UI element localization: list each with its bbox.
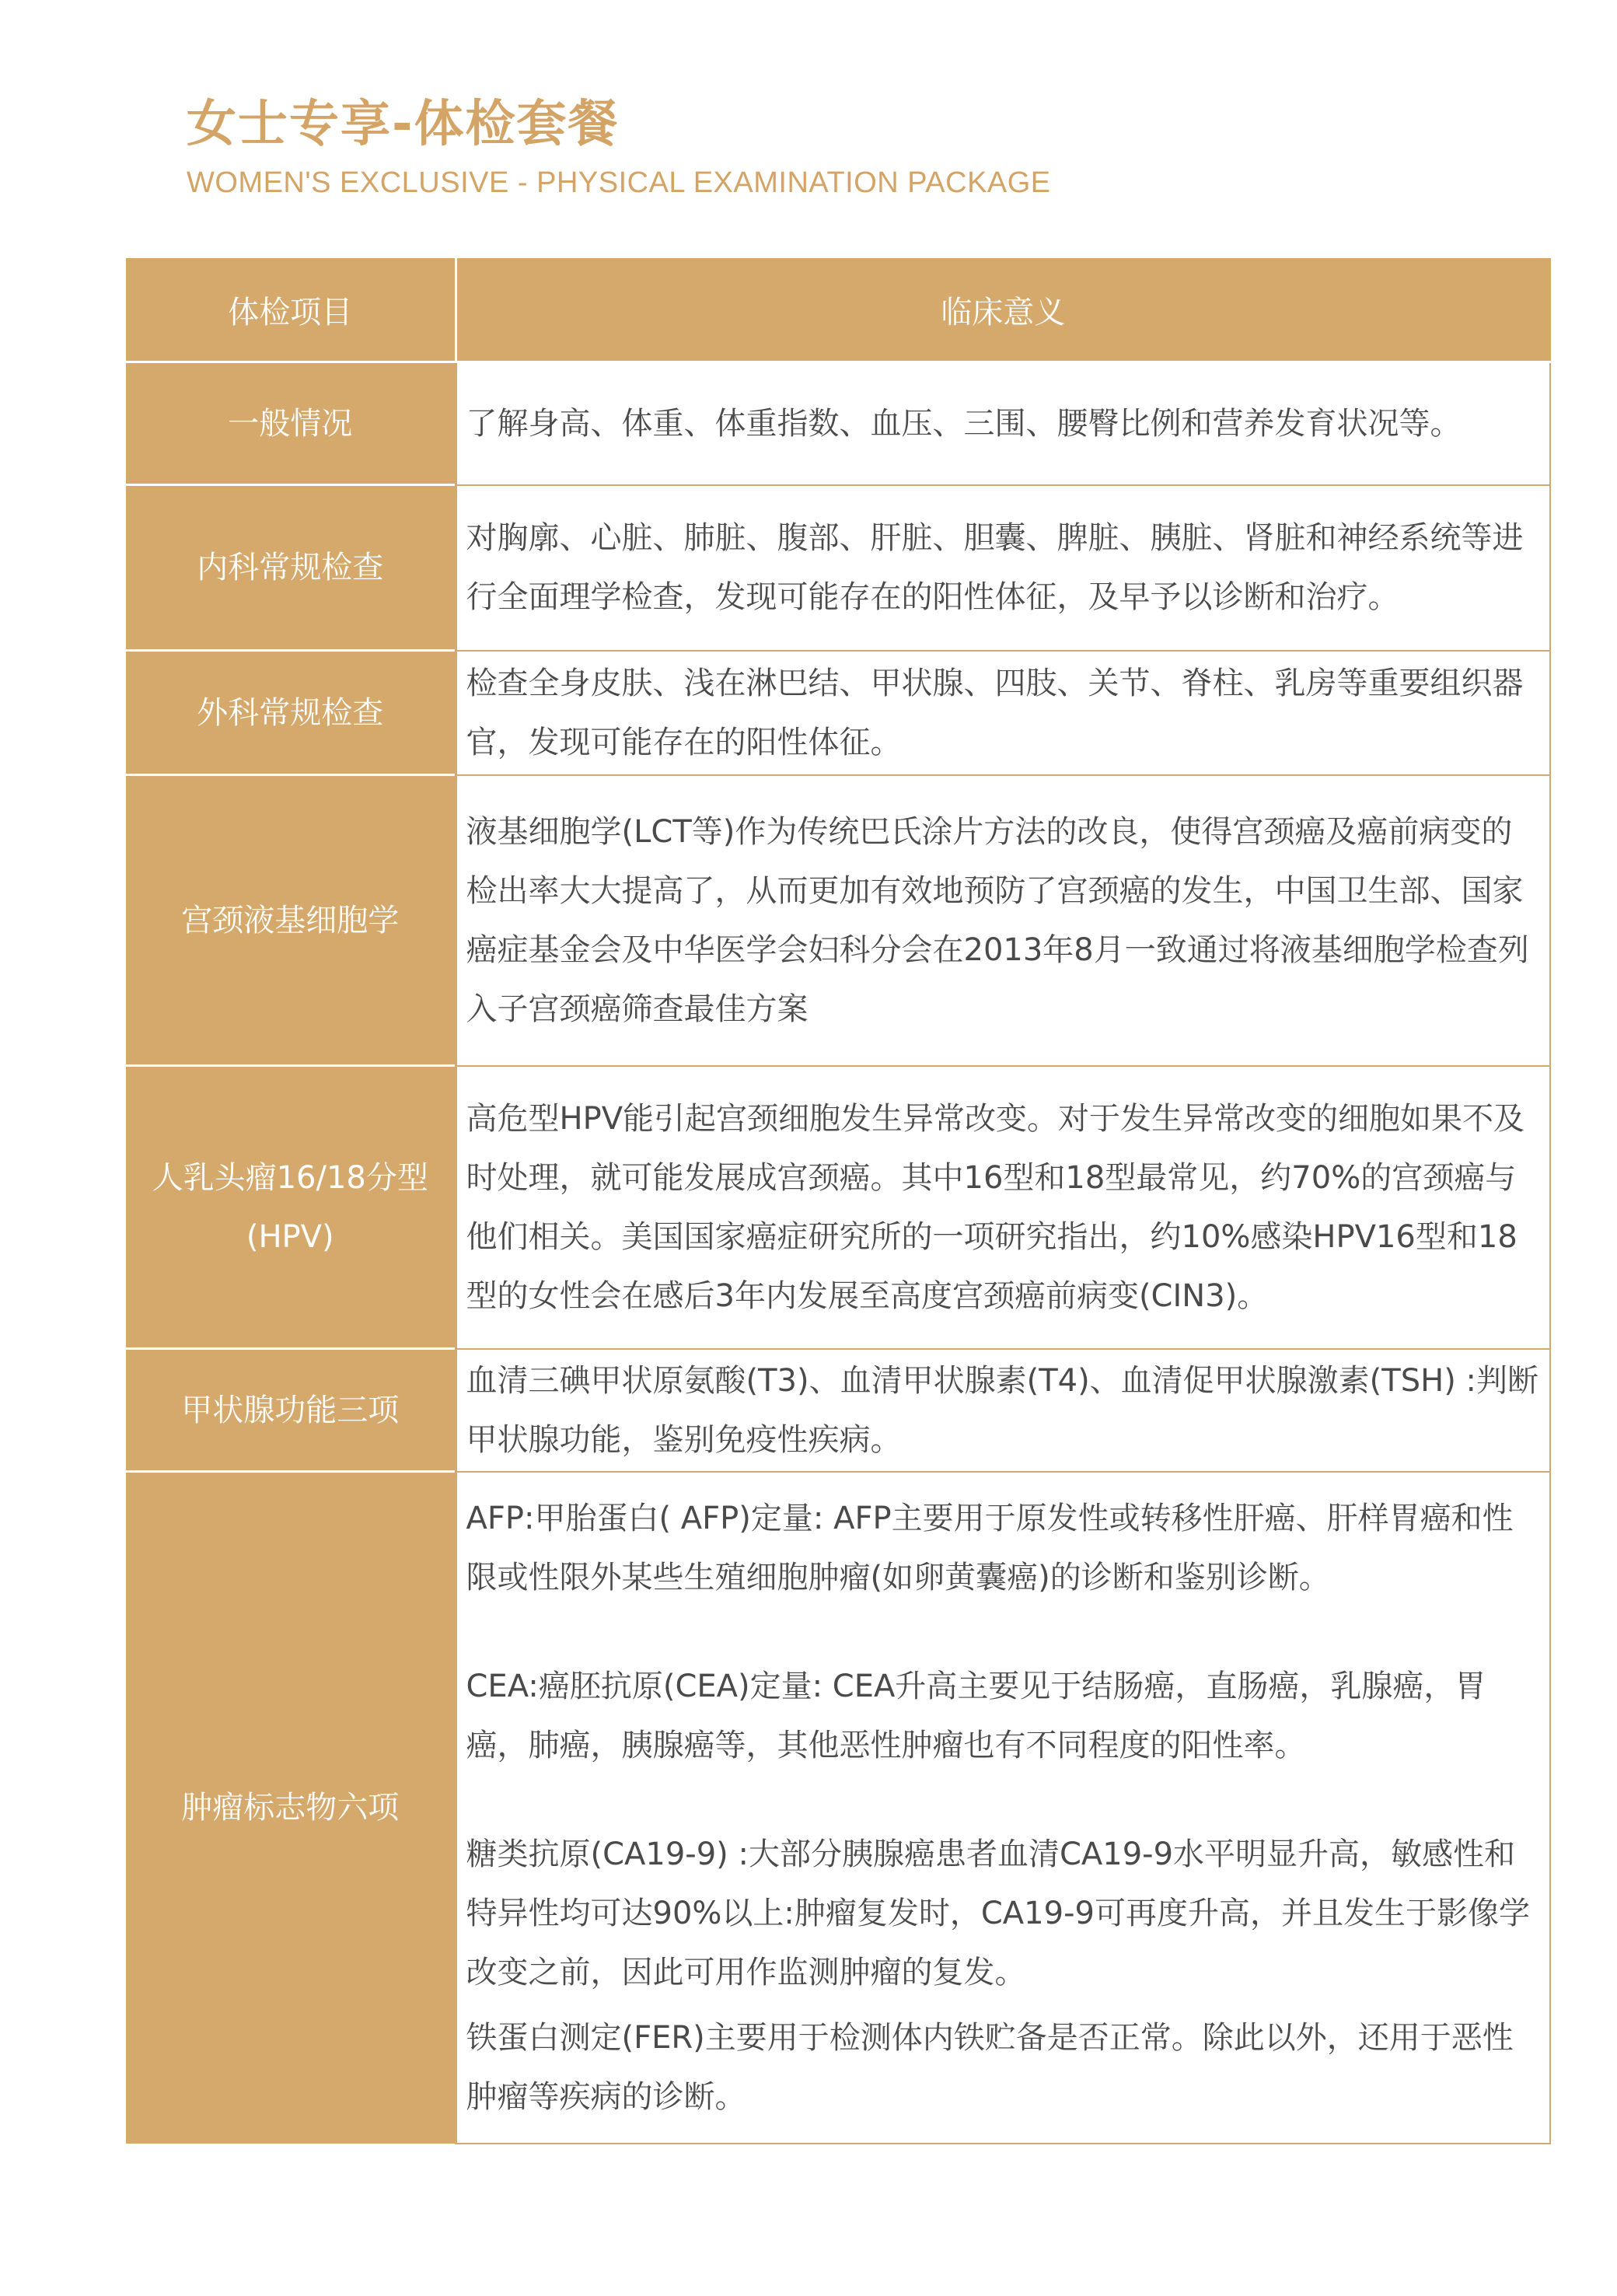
page-title: 女士专享-体检套餐 xyxy=(187,96,620,153)
exam-meaning-cell: 高危型HPV能引起宫颈细胞发生异常改变。对于发生异常改变的细胞如果不及时处理，就可能发展成宫颈癌。其中16型和18型最常见，约70%的宫颈癌与他们相关。美国国家癌症研究所的一项研究指出，约10%感染HPV16型和18型的女性会在感后3年内发展至高度宫颈癌前病变(CIN3)。 xyxy=(456,1066,1550,1349)
exam-item-cell: 人乳头瘤16/18分型 (HPV) xyxy=(126,1066,456,1349)
page-subtitle: WOMEN'S EXCLUSIVE - PHYSICAL EXAMINATION PACKAGE xyxy=(187,166,1051,199)
table-row xyxy=(126,1066,1550,1349)
table-row xyxy=(126,485,1550,651)
table-row xyxy=(126,362,1550,485)
exam-item-cell: 宫颈液基细胞学 xyxy=(126,775,456,1066)
exam-item-cell: 肿瘤标志物六项 xyxy=(126,1472,456,2144)
exam-meaning-cell: 检查全身皮肤、浅在淋巴结、甲状腺、四肢、关节、脊柱、乳房等重要组织器官，发现可能存在的阳性体征。 xyxy=(456,651,1550,775)
table-row xyxy=(126,1349,1550,1472)
tumor-marker-ca199: 糖类抗原(CA19-9) :大部分胰腺癌患者血清CA19-9水平明显升高，敏感性和特异性均可达90%以上:肿瘤复发时，CA19-9可再度升高，并且发生于影像学改变之前，因此可用作监测肿瘤的复发。 xyxy=(466,1836,1530,1990)
exam-meaning-cell: 血清三碘甲状原氨酸(T3)、血清甲状腺素(T4)、血清促甲状腺激素(TSH) :判断甲状腺功能，鉴别免疫性疾病。 xyxy=(456,1349,1550,1472)
page-header xyxy=(187,93,1051,204)
exam-item-cell: 一般情况 xyxy=(126,362,456,485)
tumor-marker-cea: CEA:癌胚抗原(CEA)定量: CEA升高主要见于结肠癌，直肠癌，乳腺癌，胃癌，肺癌，胰腺癌等，其他恶性肿瘤也有不同程度的阳性率。 xyxy=(466,1668,1486,1763)
exam-item-cell: 外科常规检查 xyxy=(126,651,456,775)
exam-meaning-cell: 了解身高、体重、体重指数、血压、三围、腰臀比例和营养发育状况等。 xyxy=(456,362,1550,485)
column-header-meaning: 临床意义 xyxy=(456,258,1550,362)
exam-item-cell: 内科常规检查 xyxy=(126,485,456,651)
exam-meaning-cell: 液基细胞学(LCT等)作为传统巴氏涂片方法的改良，使得宫颈癌及癌前病变的检出率大大提高了，从而更加有效地预防了宫颈癌的发生，中国卫生部、国家癌症基金会及中华医学会妇科分会在2013年8月一致通过将液基细胞学检查列入子宫颈癌筛查最佳方案 xyxy=(456,775,1550,1066)
exam-meaning-cell xyxy=(456,1472,1550,2144)
tumor-marker-afp: AFP:甲胎蛋白( AFP)定量: AFP主要用于原发性或转移性肝癌、肝样胃癌和性限或性限外某些生殖细胞肿瘤(如卵黄囊癌)的诊断和鉴别诊断。 xyxy=(466,1500,1514,1595)
exam-meaning-cell: 对胸廓、心脏、肺脏、腹部、肝脏、胆囊、脾脏、胰脏、肾脏和神经系统等进行全面理学检查，发现可能存在的阳性体征，及早予以诊断和治疗。 xyxy=(456,485,1550,651)
table-header-row xyxy=(126,258,1550,362)
tumor-marker-fer: 铁蛋白测定(FER)主要用于检测体内铁贮备是否正常。除此以外，还用于恶性肿瘤等疾病的诊断。 xyxy=(466,2019,1514,2115)
exam-package-table xyxy=(126,258,1551,2144)
column-header-item: 体检项目 xyxy=(126,258,456,362)
exam-item-cell: 甲状腺功能三项 xyxy=(126,1349,456,1472)
table-row xyxy=(126,651,1550,775)
table-row xyxy=(126,1472,1550,2144)
table-row xyxy=(126,775,1550,1066)
